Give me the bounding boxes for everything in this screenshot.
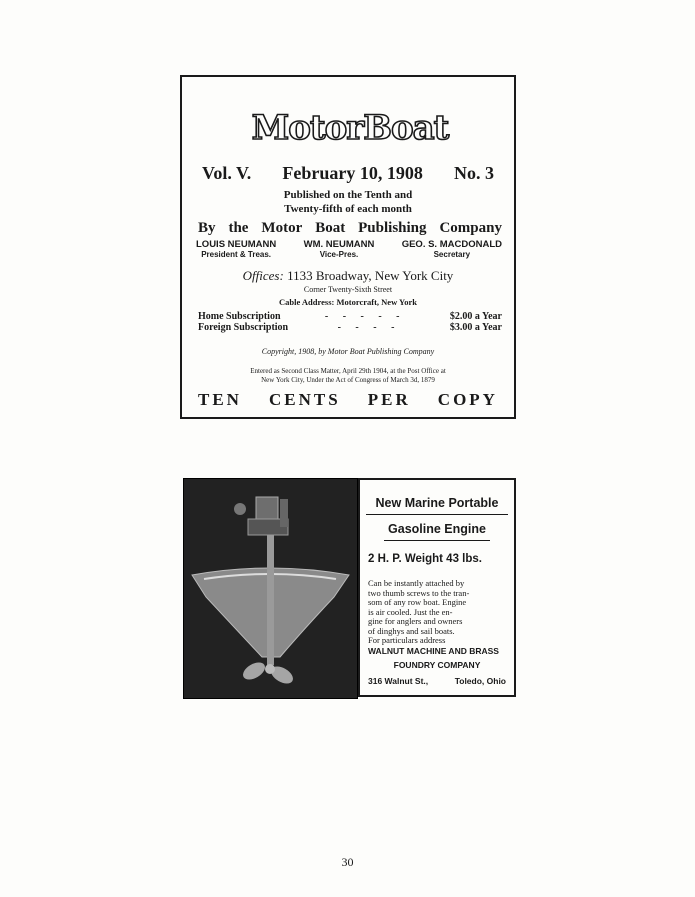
svg-text:MotorBoat: MotorBoat: [251, 108, 449, 147]
ad-rule: [366, 514, 508, 515]
publisher-word: Boat: [315, 220, 346, 236]
ad-company-1: WALNUT MACHINE AND BRASS: [368, 646, 499, 656]
price-line: [198, 390, 498, 410]
engine-advertisement: [358, 478, 516, 697]
published-line-1: Published on the Tenth and: [283, 189, 413, 201]
officer: [304, 239, 375, 259]
subscription-label: Foreign Subscription: [198, 322, 289, 333]
entered-line-2: New York City, Under the Act of Congress of March 3d, 1879: [261, 376, 435, 384]
ad-body-line: som of any row boat. Engine: [368, 597, 467, 607]
price-word: COPY: [437, 390, 498, 409]
ad-street: 316 Walnut St.,: [368, 676, 429, 686]
ad-rule: [384, 540, 490, 541]
ad-title-2: Gasoline Engine: [388, 522, 486, 536]
subscription-row: [198, 322, 502, 333]
motorboat-logo: [248, 103, 452, 147]
officer-name: WM. NEUMANN: [303, 239, 375, 250]
officer-title: Secretary: [433, 250, 471, 259]
leader-dots: - - - -: [337, 322, 401, 333]
publisher-word: Motor: [261, 220, 303, 236]
issue-row: [202, 163, 494, 184]
cable-address: Cable Address: Motorcraft, New York: [279, 297, 417, 307]
issue-date: February 10, 1908: [282, 163, 423, 183]
ad-address: [368, 676, 506, 686]
subscription-row: [198, 311, 502, 322]
offices-label: Offices:: [242, 268, 284, 283]
officer-name: GEO. S. MACDONALD: [401, 239, 502, 250]
price-word: TEN: [198, 390, 242, 409]
officer-title: President & Treas.: [201, 250, 272, 259]
volume: Vol. V.: [202, 163, 252, 183]
offices-address: 1133 Broadway, New York City: [287, 268, 454, 283]
price-word: CENTS: [269, 390, 341, 409]
ad-specs: 2 H. P. Weight 43 lbs.: [368, 553, 482, 565]
ad-body-line: For particulars address: [368, 635, 446, 645]
publisher-word: Publishing: [358, 220, 427, 236]
ad-company-2: FOUNDRY COMPANY: [393, 660, 481, 670]
officer-title: Vice-Pres.: [319, 250, 359, 259]
copyright-line: Copyright, 1908, by Motor Boat Publishing Company: [261, 347, 435, 356]
engine-photo: [183, 478, 358, 699]
ad-body-line: Can be instantly attached by: [368, 578, 465, 588]
publisher-word: By: [198, 220, 216, 236]
subscription-price: $3.00 a Year: [449, 322, 502, 333]
ad-title-1: New Marine Portable: [375, 496, 499, 510]
offices-line: [182, 268, 514, 284]
publisher-word: Company: [439, 220, 502, 236]
officer: [196, 239, 276, 259]
ad-body: [368, 579, 506, 646]
ad-city: Toledo, Ohio: [454, 676, 506, 686]
issue-number: No. 3: [454, 163, 494, 183]
corner-line: Corner Twenty-Sixth Street: [303, 285, 393, 294]
ad-body-line: gine for anglers and owners: [368, 616, 463, 626]
subscription-price: $2.00 a Year: [449, 311, 502, 322]
publisher-word: the: [228, 220, 249, 236]
price-word: PER: [367, 390, 411, 409]
ad-body-line: is air cooled. Just the en-: [368, 606, 453, 617]
ad-body-line: two thumb screws to the tran-: [368, 587, 470, 598]
ad-body-line: of dinghys and sail boats.: [368, 625, 455, 636]
subscription-label: Home Subscription: [198, 311, 281, 322]
publisher-line: [198, 220, 502, 237]
published-line-2: Twenty-fifth of each month: [284, 203, 412, 215]
officers-row: [196, 239, 502, 259]
officer-name: LOUIS NEUMANN: [196, 239, 277, 250]
entered-line-1: Entered as Second Class Matter, April 29th 1904, at the Post Office at: [250, 367, 446, 375]
officer: [402, 239, 502, 259]
page-number: 30: [341, 855, 354, 869]
leader-dots: - - - - -: [324, 311, 406, 322]
masthead-box: [180, 75, 516, 419]
